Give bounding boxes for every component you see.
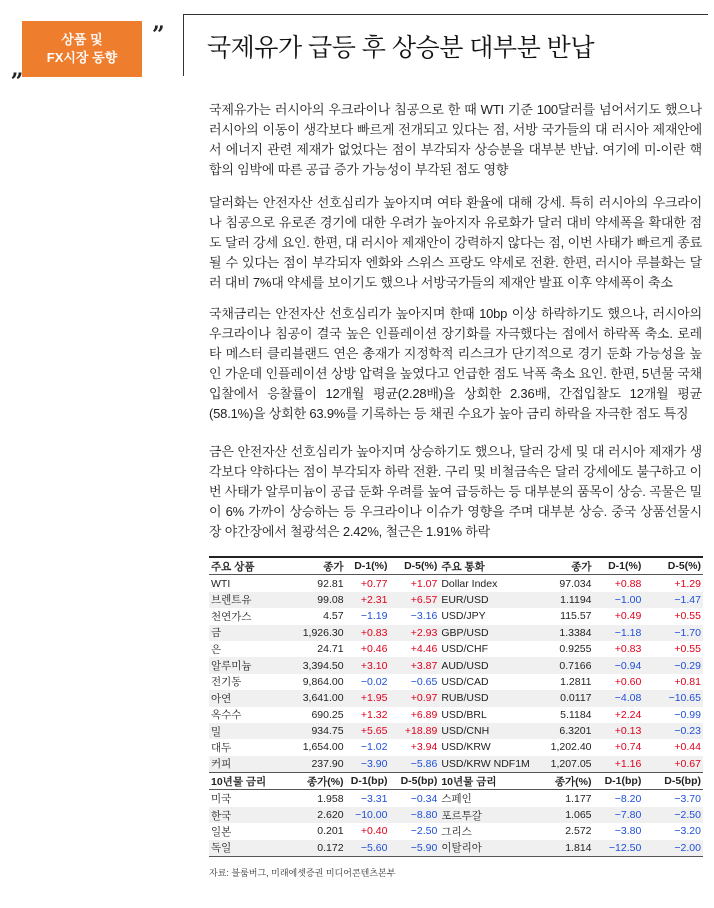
table-row [209, 608, 703, 624]
table-cell: 한국 [209, 807, 268, 823]
table-cell: 99.08 [268, 592, 345, 608]
table-cell: −0.99 [674, 708, 701, 721]
table-cell: +1.95 [346, 690, 390, 706]
table-cell: 690.25 [311, 708, 344, 721]
column-header: D-5(bp) [643, 773, 703, 790]
table-cell: −1.47 [643, 592, 703, 608]
table-cell: USD/CAD [441, 675, 489, 688]
table-cell: 이탈리아 [439, 840, 531, 857]
table-cell: +6.57 [390, 592, 440, 608]
table-cell: 1,202.40 [550, 741, 592, 754]
table-cell: +2.31 [346, 592, 390, 608]
table-cell: 0.201 [317, 825, 344, 838]
table-cell: 스페인 [441, 793, 472, 806]
table-cell: +1.29 [674, 577, 701, 590]
paragraph-bonds: 국채금리는 안전자산 선호심리가 높아지며 한때 10bp 이상 하락하기도 했으나, 러시아의 우크라이나 침공이 결국 높은 인플레이션 장기화를 자극했다는 점에서 하락폭 축소. 로레타 메스터 클리블랜드 연은 총재가 지정학적 리스크가 단기적으로 경기 둔화 가능성을 높인 가운데 인플레이션 상방 압력을 높였다고 언급한 점도 낙폭 축소 요인. 한편, 5년물 국채 입찰에서 응찰률이 12개월 평균(2.28배)을 상회한 2.36배, 간접입찰도 12개월 평균(58.1%)을 상회한 63.9%를 기록하는 등 채권 수요가 높아 금리 하락을 자극한 점도 특징 [209, 306, 702, 421]
column-header: 주요 통화 [439, 557, 531, 575]
table-cell: −2.50 [410, 825, 438, 838]
table-cell: +0.55 [674, 610, 701, 623]
table-cell: 237.90 [268, 756, 345, 773]
table-cell: +1.07 [410, 577, 438, 590]
table-cell: +1.16 [594, 756, 644, 773]
column-header: D-1(bp) [346, 773, 390, 790]
table-cell: 일본 [211, 825, 232, 838]
table-cell: 3,641.00 [268, 690, 345, 706]
table-cell: 옥수수 [211, 709, 242, 722]
table-cell: −1.02 [360, 741, 388, 754]
table-cell: −0.29 [643, 657, 703, 673]
table-cell: Dollar Index [441, 577, 498, 590]
table-cell: +0.77 [360, 577, 388, 590]
table-cell: −3.70 [674, 792, 701, 805]
table-cell: −0.65 [410, 675, 438, 688]
table-row [209, 840, 703, 857]
table-cell: −5.86 [390, 756, 440, 773]
page-title: 국제유가 급등 후 상승분 대부분 반납 [207, 34, 594, 62]
table-cell: −3.20 [674, 825, 701, 838]
table-cell: 1,207.05 [532, 756, 594, 773]
table-cell: +0.46 [360, 643, 388, 656]
table-cell: 1,926.30 [268, 625, 345, 641]
table-row [209, 575, 703, 592]
table-cell: 1.2811 [560, 675, 592, 688]
column-header: 종가 [532, 557, 594, 575]
table-cell: EUR/USD [439, 592, 531, 608]
table-cell: 9,864.00 [302, 675, 344, 688]
table-cell: 3,394.50 [268, 657, 345, 673]
table-cell: −0.94 [594, 657, 644, 673]
table-cell: 0.9255 [559, 643, 592, 656]
table-cell: −3.31 [360, 792, 388, 805]
quote-open-icon: „ [11, 56, 24, 82]
table-cell: 대두 [211, 741, 232, 754]
table-cell: 1.177 [565, 792, 592, 805]
table-row [209, 657, 703, 673]
table-cell: −0.02 [360, 675, 388, 688]
table-row [209, 807, 703, 823]
table-cell: −10.00 [346, 807, 390, 823]
table-cell: −1.19 [360, 610, 388, 623]
table-cell: 천연가스 [211, 610, 252, 623]
table-cell: +0.49 [614, 610, 642, 623]
table-cell: +0.44 [674, 741, 701, 754]
table-cell: −2.00 [643, 840, 703, 857]
table-cell: 92.81 [317, 577, 344, 590]
column-header: D-5(%) [390, 557, 440, 575]
table-cell: 2.620 [268, 807, 345, 823]
table-row [209, 790, 703, 807]
table-cell: 브렌트유 [209, 592, 268, 608]
column-header: 종가(%) [532, 773, 594, 790]
column-header: D-5(%) [643, 557, 703, 575]
table-cell: +4.46 [410, 643, 438, 656]
table-row [209, 756, 703, 773]
table-row [209, 823, 703, 839]
table-cell: +18.89 [390, 723, 440, 739]
table-cell: −10.65 [643, 690, 703, 706]
table-row [209, 674, 703, 690]
table-cell: 4.57 [323, 610, 344, 623]
table-cell: 934.75 [268, 723, 345, 739]
table-cell: −5.90 [390, 840, 440, 857]
table-cell: +2.24 [614, 708, 642, 721]
column-header: D-1(%) [346, 557, 390, 575]
section-badge [22, 21, 142, 77]
table-cell: 24.71 [317, 643, 344, 656]
table-cell: −1.70 [643, 625, 703, 641]
table-cell: +3.10 [346, 657, 390, 673]
table-row [209, 592, 703, 608]
table-cell: +0.55 [674, 643, 701, 656]
table-cell: 커피 [209, 756, 268, 773]
table-cell: 0.7166 [532, 657, 594, 673]
table-cell: +3.87 [390, 657, 440, 673]
column-header: D-5(bp) [390, 773, 440, 790]
column-header: D-1(%) [594, 557, 644, 575]
table-cell: +1.32 [360, 708, 388, 721]
table-cell: 밀 [209, 723, 268, 739]
table-cell: 전기동 [211, 676, 242, 689]
table-cell: 115.57 [560, 610, 592, 623]
source-note: 자료: 블룸버그, 미래에셋증권 미디어콘텐츠본부 [209, 868, 396, 878]
table-cell: 독일 [209, 840, 268, 857]
table-cell: +0.83 [614, 643, 642, 656]
column-header: 주요 상품 [209, 557, 268, 575]
table-row [209, 739, 703, 755]
table-cell: −12.50 [594, 840, 644, 857]
table-cell: 0.0117 [532, 690, 594, 706]
table-cell: +0.40 [360, 825, 388, 838]
table-cell: 그리스 [441, 825, 472, 838]
table-cell: +0.67 [643, 756, 703, 773]
table-cell: 2.572 [565, 825, 592, 838]
table-cell: +0.97 [390, 690, 440, 706]
table-cell: AUD/USD [439, 657, 531, 673]
table1-header-row [209, 557, 703, 575]
table-cell: 1.3384 [532, 625, 594, 641]
table-cell: +5.65 [346, 723, 390, 739]
table-cell: 1.1194 [532, 592, 594, 608]
table-cell: 6.3201 [532, 723, 594, 739]
table-row [209, 625, 703, 641]
table-cell: +0.74 [614, 741, 642, 754]
table-cell: −1.18 [594, 625, 644, 641]
table-cell: 97.034 [559, 577, 592, 590]
paragraph-oil: 국제유가는 러시아의 우크라이나 침공으로 한 때 WTI 기준 100달러를 넘어서기도 했으나 러시아의 이동이 생각보다 빠르게 전개되고 있다는 점, 서방 국가들의 대 러시아 제재안에서 에너지 관련 제재가 없었다는 점이 부각되자 상승분을 대부분 반납. 여기에 미-이란 핵 합의 임박에 따른 공급 증가 가능성이 부각된 점도 영향 [209, 102, 702, 177]
table-cell: 5.1184 [560, 708, 592, 721]
market-table [209, 556, 703, 857]
table-cell: 1,654.00 [302, 741, 344, 754]
table-cell: −8.20 [614, 792, 642, 805]
table-cell: +0.60 [614, 675, 642, 688]
table-row [209, 690, 703, 706]
column-header: 10년물 금리 [209, 773, 268, 790]
table-cell: USD/CHF [441, 643, 488, 656]
table-cell: 금 [209, 625, 268, 641]
table-cell: −3.16 [410, 610, 438, 623]
table-cell: −3.90 [346, 756, 390, 773]
top-rule [183, 14, 708, 15]
table-cell: +0.81 [674, 675, 701, 688]
table-cell: 미국 [211, 793, 232, 806]
table-cell: −2.50 [643, 807, 703, 823]
table-cell: −0.23 [643, 723, 703, 739]
table-cell: USD/KRW NDF1M [439, 756, 531, 773]
table-cell: −0.34 [410, 792, 438, 805]
table-cell: USD/CNH [439, 723, 531, 739]
column-header: 종가 [268, 557, 345, 575]
paragraph-fx: 달러화는 안전자산 선호심리가 높아지며 여타 환율에 대해 강세. 특히 러시아의 우크라이나 침공으로 유로존 경기에 대한 우려가 높아지자 유로화가 달러 대비 약세폭을 확대한 점도 달러 강세 요인. 한편, 대 러시아 제재안이 강력하지 않다는 점, 이번 사태가 빠르게 종료 될 수 있다는 점이 부각되자 엔화와 스위스 프랑도 약세로 전환. 한편, 러시아 루블화는 달러 대비 7%대 약세를 보이기도 했으나 서방국가들의 제재안 발표 이후 약세폭이 축소 [209, 195, 702, 290]
table-cell: −3.80 [614, 825, 642, 838]
table-cell: +3.94 [410, 741, 438, 754]
table-cell: USD/BRL [441, 708, 487, 721]
table-cell: −1.00 [594, 592, 644, 608]
table-cell: RUB/USD [439, 690, 531, 706]
paragraph-commodities: 금은 안전자산 선호심리가 높아지며 상승하기도 했으나, 달러 강세 및 대 러시아 제재가 생각보다 약하다는 점이 부각되자 하락 전환. 구리 및 비철금속은 달러 강세에도 불구하고 이번 사태가 알루미늄이 공급 둔화 우려를 높여 급등하는 등 대부분의 품목이 상승. 곡물은 밀이 6% 가까이 상승하는 등 우크라이나 이슈가 영향을 주며 대부분 상승. 중국 상품선물시장 야간장에서 철광석은 2.42%, 철근은 1.91% 하락 [209, 444, 702, 539]
table-cell: WTI [211, 577, 231, 590]
table-cell: +2.93 [390, 625, 440, 641]
table-cell: −4.08 [594, 690, 644, 706]
table-cell: 은 [211, 643, 222, 656]
table-cell: USD/KRW [441, 741, 491, 754]
quote-close-icon: ” [152, 22, 165, 48]
table-cell: 아연 [209, 690, 268, 706]
column-header: 종가(%) [268, 773, 345, 790]
table-cell: 1.814 [532, 840, 594, 857]
table-cell: 1.958 [317, 792, 344, 805]
table-cell: +0.88 [614, 577, 642, 590]
table-cell: USD/JPY [441, 610, 486, 623]
table-row [209, 723, 703, 739]
table-cell: 포르투갈 [439, 807, 531, 823]
badge-line-2: FX시장 동향 [46, 50, 118, 65]
table-cell: +6.89 [410, 708, 438, 721]
title-divider [183, 14, 184, 76]
table-cell: 0.172 [268, 840, 345, 857]
column-header: D-1(bp) [594, 773, 644, 790]
table-row [209, 641, 703, 657]
table-cell: GBP/USD [439, 625, 531, 641]
table-row [209, 707, 703, 723]
badge-line-1: 상품 및 [61, 32, 103, 47]
table-cell: −7.80 [594, 807, 644, 823]
table-cell: −8.80 [390, 807, 440, 823]
table-cell: 1.065 [532, 807, 594, 823]
table-cell: −5.60 [346, 840, 390, 857]
table-cell: +0.83 [346, 625, 390, 641]
table-cell: 알루미늄 [209, 657, 268, 673]
column-header: 10년물 금리 [439, 773, 531, 790]
table-cell: +0.13 [594, 723, 644, 739]
table2-header-row [209, 773, 703, 790]
